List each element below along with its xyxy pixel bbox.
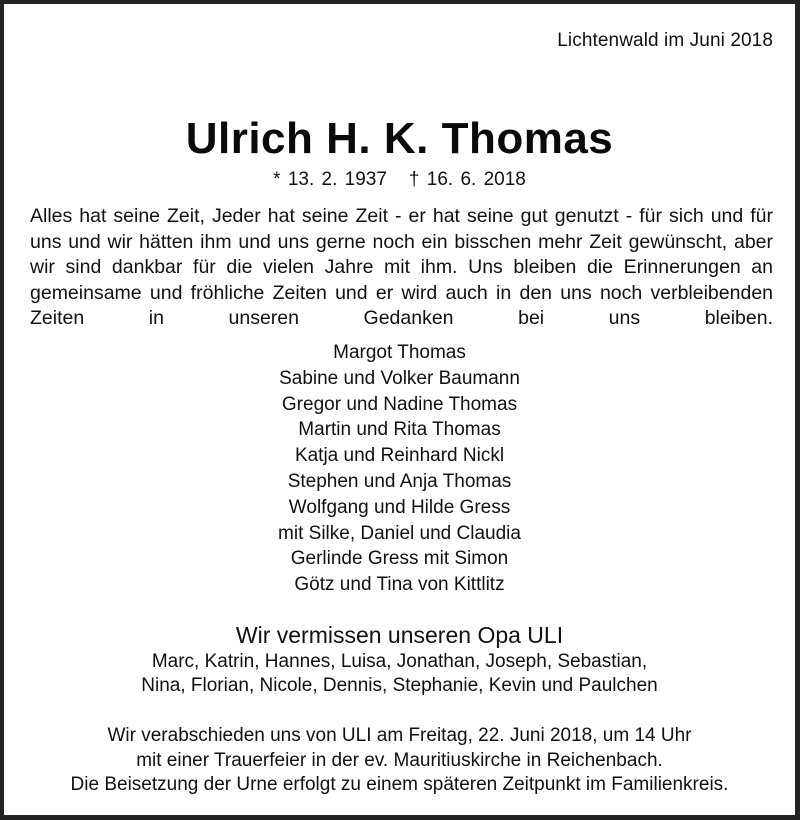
deceased-name: Ulrich H. K. Thomas [185, 114, 614, 163]
family-member: Margot Thomas [333, 342, 466, 363]
intro-line: und für uns und wir hätten ihm und uns gerne noch ein bisschen mehr Zeit [30, 205, 773, 253]
intro-line: gewünscht, aber wir sind dankbar für die vielen Jahre mit ihm. Uns bleiben [30, 230, 774, 278]
service-line: Wir verabschieden uns von ULI am Freitag, 22. Juni 2018, um 14 Uhr [107, 725, 692, 746]
family-member: Gregor und Nadine Thomas [281, 393, 518, 415]
grandchildren-heading: Wir vermissen unseren Opa ULI [235, 622, 564, 648]
family-member: Wolfgang und Hilde Gress [288, 496, 511, 518]
life-dates [4, 169, 795, 191]
intro-line: die Erinnerungen an gemeinsame und fröhliche Zeiten und er wird auch in [30, 256, 774, 304]
intro-line: den uns noch verbleibenden Zeiten in unseren Gedanken bei uns bleiben. [30, 281, 774, 329]
family-member: Gerlinde Gress mit Simon [290, 548, 509, 570]
service-info [4, 724, 795, 798]
place-date: Lichtenwald im Juni 2018 [557, 30, 773, 51]
family-member: mit Silke, Daniel und Claudia [278, 522, 521, 544]
family-member: Katja und Reinhard Nickl [294, 445, 505, 467]
grandchildren-line: Nina, Florian, Nicole, Dennis, Stephanie, Kevin und Paulchen [141, 675, 658, 696]
family-member: Martin und Rita Thomas [298, 419, 501, 441]
intro-text [30, 204, 773, 332]
family-member: Stephen und Anja Thomas [287, 470, 512, 492]
grandchildren-list [4, 650, 795, 698]
family-member: Sabine und Volker Baumann [279, 367, 520, 389]
grandchildren-line: Marc, Katrin, Hannes, Luisa, Jonathan, Joseph, Sebastian, [151, 651, 648, 672]
service-line: Die Beisetzung der Urne erfolgt zu einem späteren Zeitpunkt im Familienkreis. [70, 774, 729, 795]
intro-line: Alles hat seine Zeit, Jeder hat seine Zeit - er hat seine gut genutzt - für sich [30, 205, 704, 227]
family-member: Götz und Tina von Kittlitz [294, 574, 505, 596]
death-date: † 16. 6. 2018 [408, 169, 526, 190]
service-line: mit einer Trauerfeier in der ev. Mauritiuskirche in Reichenbach. [136, 749, 663, 771]
family-list [4, 340, 795, 598]
birth-date: * 13. 2. 1937 [273, 169, 387, 190]
